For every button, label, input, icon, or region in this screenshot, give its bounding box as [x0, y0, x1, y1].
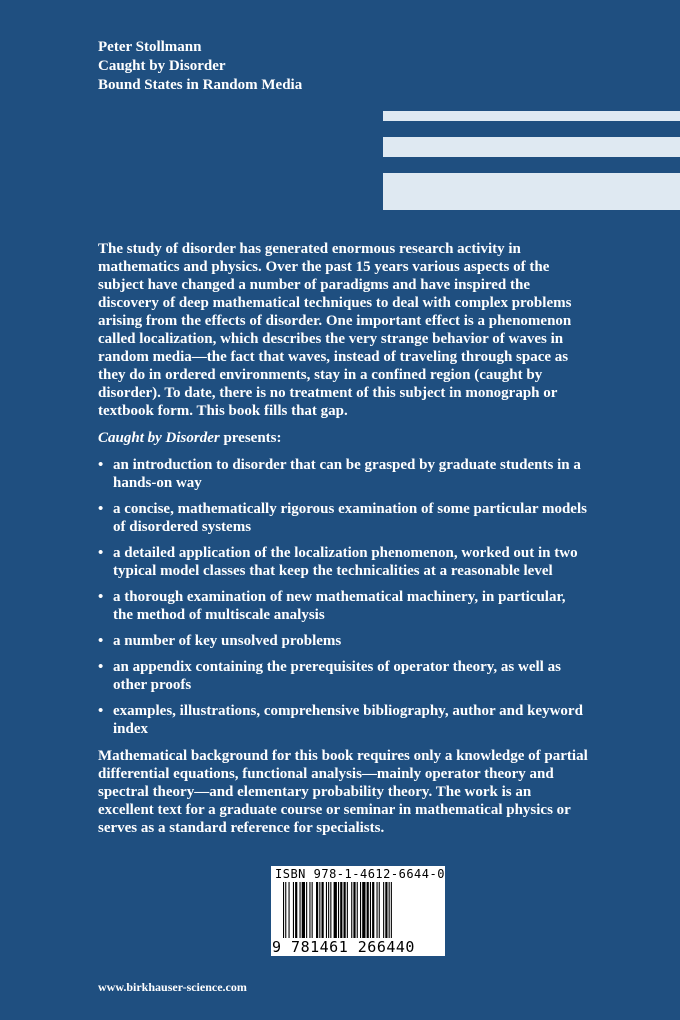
presents-heading [98, 429, 588, 447]
decorative-stripe-2 [383, 137, 680, 157]
decorative-stripe-3 [383, 173, 680, 210]
book-subtitle: Bound States in Random Media [98, 77, 303, 93]
book-title: Caught by Disorder [98, 58, 226, 74]
decorative-stripe-1 [383, 111, 680, 121]
blurb [98, 240, 588, 846]
list-item: • a concise, mathematically rigorous examination of some particular models of disordered systems [98, 500, 588, 536]
cover-header [98, 38, 302, 95]
list-item: • a detailed application of the localization phenomenon, worked out in two typical model classes that keep the technicalities at a reasonable level [98, 544, 588, 580]
presents-title: Caught by Disorder [98, 430, 220, 446]
publisher-website: www.birkhauser-science.com [98, 980, 247, 994]
background-paragraph: Mathematical background for this book requires only a knowledge of partial differential equations, functional analysis—mainly operator theory and spectral theory—and elementary probability theory. The work is an excellent text for a graduate course or seminar in mathematical physics or serves as a standard reference for specialists. [98, 748, 588, 836]
list-item: • an introduction to disorder that can be grasped by graduate students in a hands-on way [98, 456, 588, 492]
ean-text: 9 781461 266440 [272, 938, 415, 956]
list-item: • a number of key unsolved problems [98, 632, 588, 650]
feature-list [98, 456, 588, 738]
presents-suffix: presents: [219, 430, 282, 446]
barcode [271, 866, 445, 956]
list-item: • examples, illustrations, comprehensive bibliography, author and keyword index [98, 702, 588, 738]
list-item: • a thorough examination of new mathematical machinery, in particular, the method of multiscale analysis [98, 588, 588, 624]
author-name: Peter Stollmann [98, 39, 202, 55]
description-paragraph: The study of disorder has generated enormous research activity in mathematics and physics. Over the past 15 years various aspects of the subject have changed a number of paradigms and have inspired the discovery of deep mathematical techniques to deal with complex problems arising from the effects of disorder. One important effect is a phenomenon called localization, which describes the very strange behavior of waves in random media—the fact that waves, instead of traveling through space as they do in ordered environments, stay in a confined region (caught by disorder). To date, there is no treatment of this subject in monograph or textbook form. This book fills that gap. [98, 241, 572, 419]
barcode-bars [283, 882, 439, 938]
isbn-text: ISBN 978-1-4612-6644-0 [275, 867, 445, 881]
list-item: • an appendix containing the prerequisites of operator theory, as well as other proofs [98, 658, 588, 694]
